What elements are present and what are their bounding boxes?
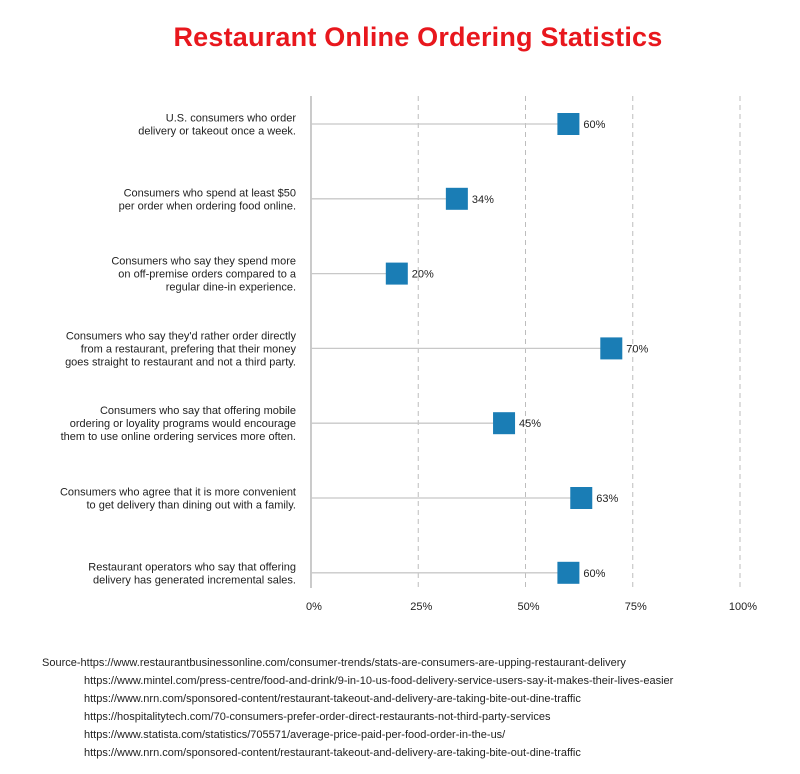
x-tick-label: 0%	[306, 601, 322, 613]
data-marker	[557, 562, 579, 584]
category-label-line: Consumers who say they'd rather order directly	[65, 330, 296, 343]
source-url[interactable]: https://www.nrn.com/sponsored-content/restaurant-takeout-and-delivery-are-taking-bite-out-dine-traffic	[84, 693, 581, 705]
category-label-line: Consumers who agree that it is more convenient	[59, 486, 296, 499]
category-label	[119, 187, 296, 212]
x-tick-label: 50%	[517, 601, 540, 613]
source-url[interactable]: https://hospitalitytech.com/70-consumers-prefer-order-direct-restaurants-not-third-party-services	[84, 711, 551, 723]
category-label-line: U.S. consumers who order	[165, 112, 296, 125]
category-label	[61, 405, 296, 443]
chart-title: Restaurant Online Ordering Statistics	[173, 22, 663, 52]
source-url[interactable]: https://www.nrn.com/sponsored-content/restaurant-takeout-and-delivery-are-taking-bite-out-dine-traffic	[84, 747, 581, 759]
category-label-line: from a restaurant, prefering that their money	[80, 343, 296, 356]
category-label	[60, 487, 296, 512]
category-label-line: per order when ordering food online.	[118, 200, 296, 213]
data-marker	[446, 188, 468, 210]
category-label-line: Restaurant operators who say that offering	[88, 561, 296, 574]
source-url[interactable]: https://www.mintel.com/press-centre/food-and-drink/9-in-10-us-food-delivery-service-users-say-it-makes-their-lives-easier	[84, 675, 674, 687]
data-marker	[600, 337, 622, 359]
data-label: 63%	[596, 493, 619, 505]
category-label-line: Consumers who say they spend more	[111, 255, 296, 268]
data-label: 60%	[583, 119, 606, 131]
source-label: Source-	[42, 657, 81, 669]
category-label-line: goes straight to restaurant and not a third party.	[65, 356, 296, 369]
data-marker	[570, 487, 592, 509]
category-label-line: ordering or loyality programs would encourage	[69, 418, 296, 431]
category-label-line: to get delivery than dining out with a family.	[86, 499, 296, 512]
data-marker	[386, 263, 408, 285]
x-tick-label: 75%	[624, 601, 647, 613]
source-row	[42, 726, 673, 744]
category-label-line: on off-premise orders compared to a	[118, 268, 296, 281]
x-tick-label: 25%	[410, 601, 433, 613]
data-marker	[493, 412, 515, 434]
category-label	[111, 256, 297, 294]
source-row	[42, 654, 673, 672]
sources-block	[42, 654, 673, 762]
source-row	[42, 744, 673, 762]
category-label-line: them to use online ordering services more often.	[60, 431, 296, 444]
source-url[interactable]: https://www.restaurantbusinessonline.com/consumer-trends/stats-are-consumers-are-upping-restaurant-delivery	[80, 657, 626, 669]
data-label: 70%	[626, 343, 649, 356]
category-label-line: delivery or takeout once a week.	[138, 125, 296, 138]
category-label-line: Consumers who spend at least $50	[123, 187, 296, 200]
category-label	[138, 113, 296, 138]
category-label-line: Consumers who say that offering mobile	[99, 405, 296, 418]
category-label-line: delivery has generated incremental sales.	[92, 574, 296, 587]
data-marker	[557, 113, 579, 135]
data-label: 34%	[471, 193, 494, 206]
source-row	[42, 690, 673, 708]
x-tick-label: 100%	[728, 601, 758, 613]
category-label	[88, 561, 296, 586]
category-label	[65, 330, 296, 368]
category-label-line: regular dine-in experience.	[165, 281, 296, 294]
source-url[interactable]: https://www.statista.com/statistics/705571/average-price-paid-per-food-order-in-the-us/	[84, 729, 506, 741]
data-label: 45%	[519, 418, 542, 431]
source-row	[42, 708, 673, 726]
data-label: 20%	[411, 268, 434, 281]
data-label: 60%	[583, 567, 606, 580]
source-row	[42, 672, 673, 690]
